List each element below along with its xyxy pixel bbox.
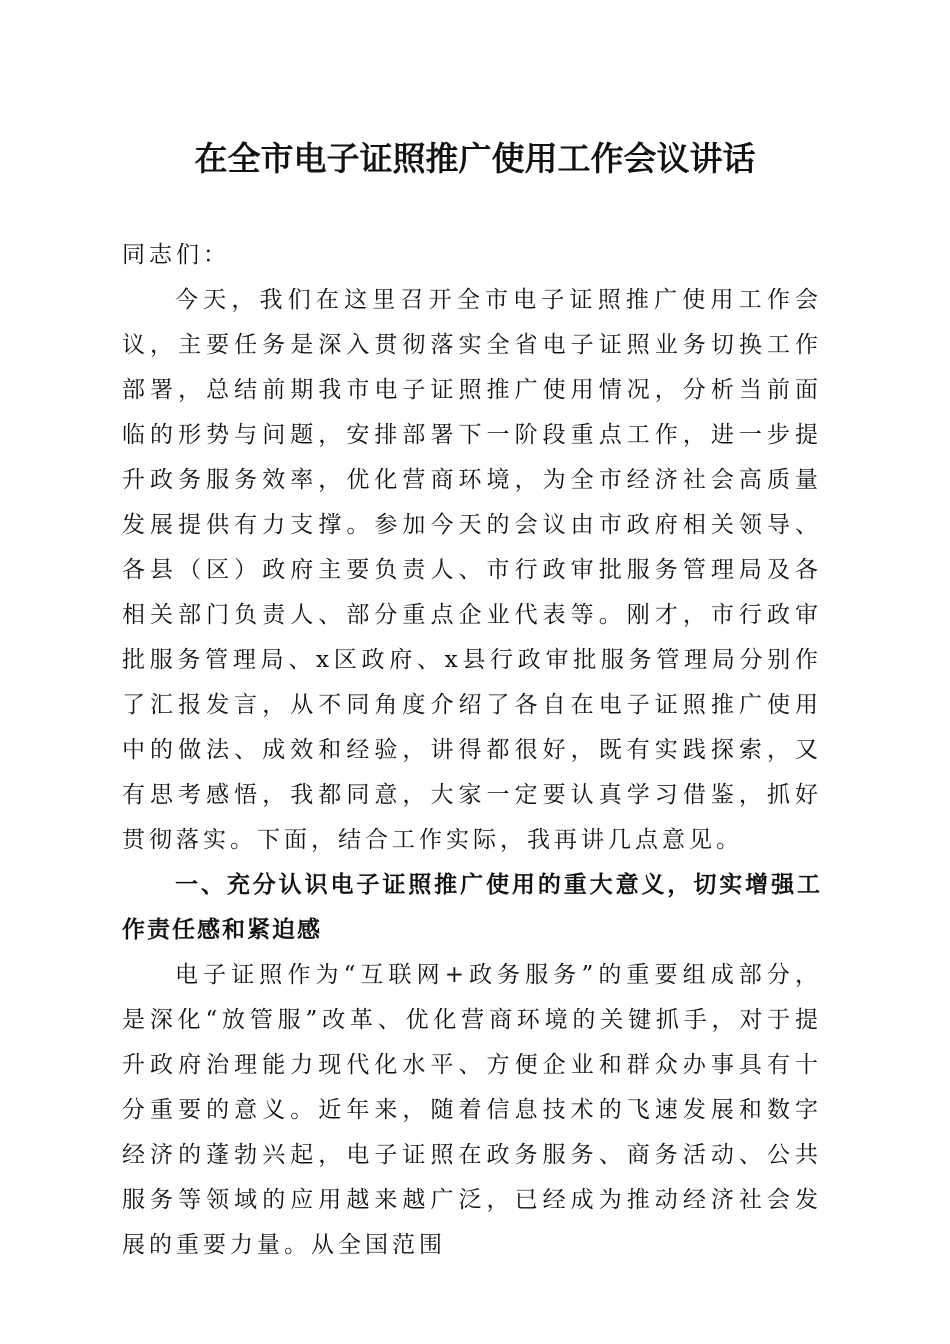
section-heading: 一、充分认识电子证照推广使用的重大意义，切实增强工作责任感和紧迫感 (122, 872, 822, 943)
document-title: 在全市电子证照推广使用工作会议讲话 (194, 139, 756, 178)
document-body (122, 233, 822, 1268)
salutation: 同志们： (122, 242, 230, 268)
section-paragraph: 电子证照作为“互联网+政务服务”的重要组成部分，是深化“放管服”改革、优化营商环境的关键抓手，对于提升政府治理能力现代化水平、方便企业和群众办事具有十分重要的意义。近年来，随着信息技术的飞速发展和数字经济的蓬勃兴起，电子证照在政务服务、商务活动、公共服务等领域的应用越来越广泛，已经成为推动经济社会发展的重要力量。从全国范围 (122, 962, 822, 1258)
opening-paragraph: 今天，我们在这里召开全市电子证照推广使用工作会议，主要任务是深入贯彻落实全省电子证照业务切换工作部署，总结前期我市电子证照推广使用情况，分析当前面临的形势与问题，安排部署下一阶段重点工作，进一步提升政务服务效率，优化营商环境，为全市经济社会高质量发展提供有力支撑。参加今天的会议由市政府相关领导、各县（区）政府主要负责人、市行政审批服务管理局及各相关部门负责人、部分重点企业代表等。刚才，市行政审批服务管理局、x区政府、x县行政审批服务管理局分别作了汇报发言，从不同角度介绍了各自在电子证照推广使用中的做法、成效和经验，讲得都很好，既有实践探索，又有思考感悟，我都同意，大家一定要认真学习借鉴，抓好贯彻落实。下面，结合工作实际，我再讲几点意见。 (122, 287, 822, 853)
